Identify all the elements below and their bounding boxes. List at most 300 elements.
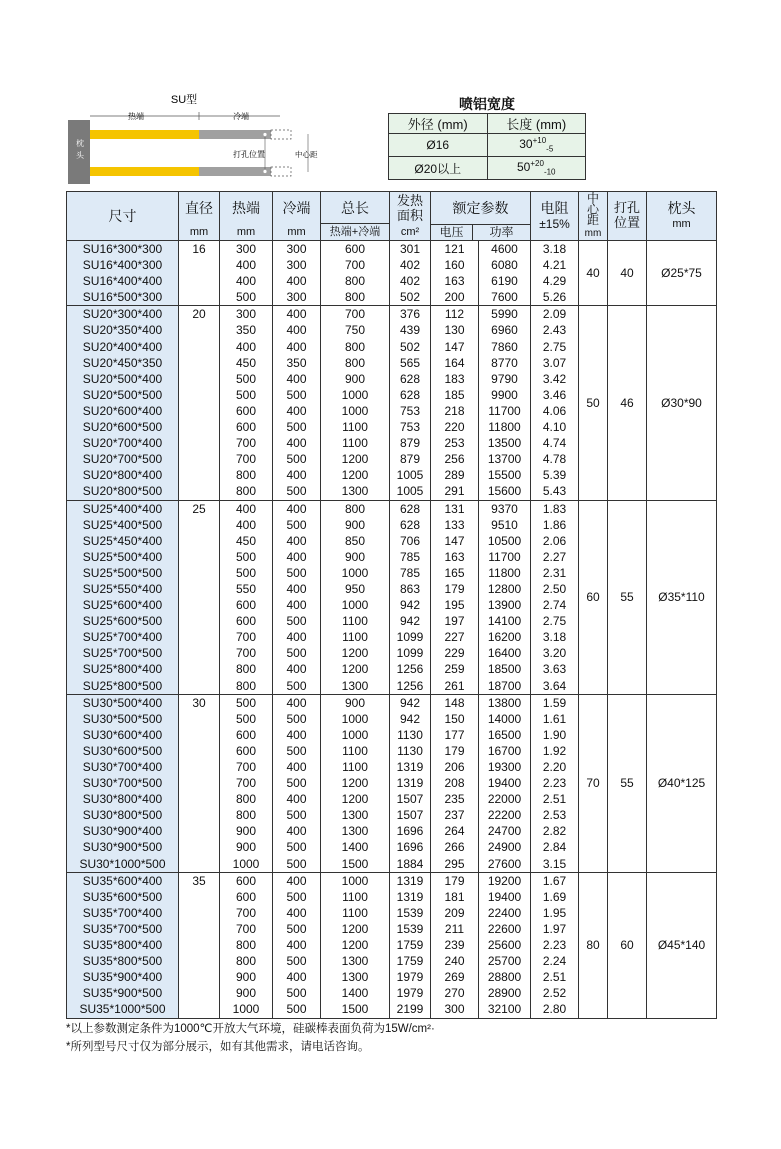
cell-hot: 300 <box>220 306 273 323</box>
cell-cold: 400 <box>273 549 321 565</box>
cell-size: SU30*600*500 <box>67 743 179 759</box>
cell-power: 28800 <box>479 969 531 985</box>
cell-power: 6960 <box>479 322 531 338</box>
cell-res: 5.43 <box>531 483 579 500</box>
cell-size: SU16*500*300 <box>67 289 179 306</box>
cell-size: SU30*600*400 <box>67 727 179 743</box>
cell-hot: 800 <box>220 807 273 823</box>
cell-volt: 295 <box>431 856 479 873</box>
cell-total: 1200 <box>321 921 390 937</box>
cell-cold: 300 <box>273 241 321 258</box>
cell-total: 1300 <box>321 483 390 500</box>
cell-total: 1200 <box>321 467 390 483</box>
cell-head: Ø40*125 <box>647 694 717 872</box>
header-volt: 电压 <box>431 225 473 240</box>
header-total: 总长 热端+冷端 <box>321 192 390 241</box>
cell-cold: 400 <box>273 759 321 775</box>
cell-area: 628 <box>390 387 431 403</box>
hot-end-bar-bottom <box>90 167 199 176</box>
cell-cold: 400 <box>273 937 321 953</box>
cell-cold: 400 <box>273 661 321 677</box>
cell-res: 2.27 <box>531 549 579 565</box>
cell-power: 16700 <box>479 743 531 759</box>
cell-hot: 900 <box>220 985 273 1001</box>
cell-total: 800 <box>321 273 390 289</box>
cell-area: 753 <box>390 419 431 435</box>
cell-area: 2199 <box>390 1001 431 1018</box>
specification-table <box>66 191 717 1019</box>
table-row <box>67 872 717 889</box>
cell-power: 24900 <box>479 839 531 855</box>
cell-res: 2.31 <box>531 565 579 581</box>
cell-res: 1.59 <box>531 694 579 711</box>
cell-area: 1319 <box>390 872 431 889</box>
table-header <box>67 192 717 241</box>
cell-power: 12800 <box>479 581 531 597</box>
cell-total: 1400 <box>321 839 390 855</box>
cell-res: 2.80 <box>531 1001 579 1018</box>
cell-volt: 218 <box>431 403 479 419</box>
cell-volt: 131 <box>431 500 479 517</box>
cell-power: 13900 <box>479 597 531 613</box>
cell-res: 2.84 <box>531 839 579 855</box>
cell-cold: 500 <box>273 645 321 661</box>
cell-power: 9370 <box>479 500 531 517</box>
cell-size: SU25*800*400 <box>67 661 179 677</box>
cell-power: 25600 <box>479 937 531 953</box>
cell-volt: 183 <box>431 371 479 387</box>
cell-hot: 800 <box>220 791 273 807</box>
header-hot: 热端 mm <box>220 192 273 241</box>
cell-volt: 181 <box>431 889 479 905</box>
cell-volt: 270 <box>431 985 479 1001</box>
cell-size: SU35*1000*500 <box>67 1001 179 1018</box>
cell-area: 1759 <box>390 937 431 953</box>
cell-hot: 450 <box>220 355 273 371</box>
cell-power: 22400 <box>479 905 531 921</box>
cell-size: SU20*400*400 <box>67 339 179 355</box>
cell-cold: 400 <box>273 371 321 387</box>
cell-hot: 400 <box>220 339 273 355</box>
cell-power: 6080 <box>479 257 531 273</box>
cell-res: 1.67 <box>531 872 579 889</box>
cell-hot: 500 <box>220 565 273 581</box>
cell-hot: 550 <box>220 581 273 597</box>
cell-size: SU20*700*500 <box>67 451 179 467</box>
cell-total: 1000 <box>321 711 390 727</box>
cell-center: 60 <box>579 500 608 694</box>
cell-size: SU25*450*400 <box>67 533 179 549</box>
cell-dia: 30 <box>179 694 220 872</box>
cell-power: 11800 <box>479 419 531 435</box>
cell-hot: 600 <box>220 403 273 419</box>
cell-power: 28900 <box>479 985 531 1001</box>
cell-size: SU25*500*500 <box>67 565 179 581</box>
cell-power: 14100 <box>479 613 531 629</box>
cell-area: 942 <box>390 613 431 629</box>
header-head: 枕头 mm <box>647 192 717 241</box>
cell-power: 5990 <box>479 306 531 323</box>
cell-hot: 700 <box>220 921 273 937</box>
cell-res: 3.64 <box>531 678 579 695</box>
cell-power: 19400 <box>479 889 531 905</box>
cell-hot: 400 <box>220 257 273 273</box>
cell-volt: 121 <box>431 241 479 258</box>
header-area: 发热面积 cm² <box>390 192 431 241</box>
spray-width-table <box>388 113 586 180</box>
cell-center: 70 <box>579 694 608 872</box>
cell-hole: 55 <box>608 500 647 694</box>
cell-total: 1000 <box>321 565 390 581</box>
cell-hot: 600 <box>220 872 273 889</box>
cell-res: 4.06 <box>531 403 579 419</box>
cell-area: 402 <box>390 257 431 273</box>
cell-res: 2.09 <box>531 306 579 323</box>
cell-total: 750 <box>321 322 390 338</box>
cell-area: 1539 <box>390 921 431 937</box>
header-res: 电阻 ±15% <box>531 192 579 241</box>
svg-text:头: 头 <box>76 151 84 160</box>
cell-total: 1500 <box>321 856 390 873</box>
cell-total: 1400 <box>321 985 390 1001</box>
cell-volt: 112 <box>431 306 479 323</box>
cell-hot: 900 <box>220 839 273 855</box>
cell-power: 13700 <box>479 451 531 467</box>
cell-power: 22200 <box>479 807 531 823</box>
spray-col-len: 长度 (mm) <box>487 114 586 134</box>
cell-hot: 800 <box>220 467 273 483</box>
cell-hot: 800 <box>220 937 273 953</box>
cell-res: 1.90 <box>531 727 579 743</box>
cell-head: Ø25*75 <box>647 241 717 306</box>
note-1: *以上参数测定条件为1000℃开放大气环境，硅碳棒表面负荷为15W/cm²· <box>66 1023 435 1035</box>
cell-total: 1100 <box>321 905 390 921</box>
spray-len: $50^{+20}_{-10}$ <box>487 157 586 180</box>
cell-size: SU25*600*400 <box>67 597 179 613</box>
cell-cold: 400 <box>273 322 321 338</box>
cell-area: 1979 <box>390 985 431 1001</box>
cell-cold: 500 <box>273 613 321 629</box>
cell-size: SU30*800*500 <box>67 807 179 823</box>
cell-size: SU30*900*500 <box>67 839 179 855</box>
cell-hot: 500 <box>220 387 273 403</box>
cell-hot: 500 <box>220 371 273 387</box>
cell-dia: 25 <box>179 500 220 694</box>
cell-hot: 700 <box>220 775 273 791</box>
cell-area: 1979 <box>390 969 431 985</box>
cell-volt: 211 <box>431 921 479 937</box>
cell-power: 11700 <box>479 549 531 565</box>
cell-res: 1.86 <box>531 517 579 533</box>
cell-cold: 500 <box>273 743 321 759</box>
cell-hot: 600 <box>220 613 273 629</box>
table-row <box>67 500 717 517</box>
cold-end-bar-top <box>199 130 271 139</box>
cell-hot: 500 <box>220 549 273 565</box>
cell-size: SU25*800*500 <box>67 678 179 695</box>
cell-dia: 16 <box>179 241 220 306</box>
cell-power: 9900 <box>479 387 531 403</box>
cell-res: 2.43 <box>531 322 579 338</box>
header-center: 中心距 mm <box>579 192 608 241</box>
cell-size: SU35*800*500 <box>67 953 179 969</box>
cell-volt: 291 <box>431 483 479 500</box>
cell-cold: 400 <box>273 905 321 921</box>
cell-volt: 165 <box>431 565 479 581</box>
cell-size: SU16*400*400 <box>67 273 179 289</box>
cell-hot: 500 <box>220 289 273 306</box>
cell-volt: 261 <box>431 678 479 695</box>
cell-power: 27600 <box>479 856 531 873</box>
cell-volt: 227 <box>431 629 479 645</box>
cell-power: 15600 <box>479 483 531 500</box>
cell-area: 402 <box>390 273 431 289</box>
cell-hot: 600 <box>220 743 273 759</box>
cell-res: 1.61 <box>531 711 579 727</box>
cell-volt: 164 <box>431 355 479 371</box>
cell-hot: 800 <box>220 953 273 969</box>
cell-total: 850 <box>321 533 390 549</box>
cell-total: 900 <box>321 517 390 533</box>
cell-cold: 500 <box>273 678 321 695</box>
cell-area: 706 <box>390 533 431 549</box>
cell-power: 18500 <box>479 661 531 677</box>
cell-res: 3.18 <box>531 241 579 258</box>
cell-area: 376 <box>390 306 431 323</box>
cell-size: SU35*700*500 <box>67 921 179 937</box>
cell-volt: 163 <box>431 549 479 565</box>
cell-res: 1.97 <box>531 921 579 937</box>
cell-res: 5.39 <box>531 467 579 483</box>
cell-volt: 177 <box>431 727 479 743</box>
cell-cold: 500 <box>273 856 321 873</box>
header-cold: 冷端 mm <box>273 192 321 241</box>
cell-cold: 400 <box>273 694 321 711</box>
spray-title: 喷铝宽度 <box>459 96 515 112</box>
header-power: 功率 <box>489 225 514 239</box>
cell-res: 1.92 <box>531 743 579 759</box>
cell-power: 32100 <box>479 1001 531 1018</box>
cell-hot: 600 <box>220 419 273 435</box>
cell-hot: 500 <box>220 711 273 727</box>
cell-res: 1.83 <box>531 500 579 517</box>
cell-total: 900 <box>321 694 390 711</box>
cell-cold: 500 <box>273 451 321 467</box>
cell-total: 900 <box>321 371 390 387</box>
cell-total: 1100 <box>321 743 390 759</box>
cell-area: 628 <box>390 500 431 517</box>
cell-total: 1100 <box>321 629 390 645</box>
spray-od: Ø16 <box>389 134 488 157</box>
cell-power: 18700 <box>479 678 531 695</box>
cell-volt: 206 <box>431 759 479 775</box>
cell-size: SU20*800*400 <box>67 467 179 483</box>
cell-res: 3.42 <box>531 371 579 387</box>
cell-area: 439 <box>390 322 431 338</box>
cell-volt: 208 <box>431 775 479 791</box>
cell-res: 3.20 <box>531 645 579 661</box>
cell-power: 10500 <box>479 533 531 549</box>
cell-area: 1319 <box>390 889 431 905</box>
cell-area: 628 <box>390 517 431 533</box>
cell-center: 80 <box>579 872 608 1018</box>
header-dia: 直径 mm <box>179 192 220 241</box>
cell-res: 4.78 <box>531 451 579 467</box>
cell-volt: 264 <box>431 823 479 839</box>
cell-total: 800 <box>321 355 390 371</box>
cell-total: 1000 <box>321 403 390 419</box>
cell-res: 2.50 <box>531 581 579 597</box>
cell-res: 2.53 <box>531 807 579 823</box>
cell-size: SU20*500*400 <box>67 371 179 387</box>
cell-res: 3.15 <box>531 856 579 873</box>
cell-res: 3.46 <box>531 387 579 403</box>
cell-total: 1300 <box>321 807 390 823</box>
cell-cold: 500 <box>273 775 321 791</box>
cell-total: 900 <box>321 549 390 565</box>
hole-position-label: 打孔位置 <box>233 150 265 159</box>
cell-volt: 147 <box>431 533 479 549</box>
cell-power: 13800 <box>479 694 531 711</box>
cell-hot: 400 <box>220 500 273 517</box>
cell-cold: 400 <box>273 969 321 985</box>
su-rod-diagram <box>66 90 328 190</box>
cell-cold: 400 <box>273 435 321 451</box>
cell-hot: 800 <box>220 678 273 695</box>
cell-total: 1200 <box>321 775 390 791</box>
cell-dia: 20 <box>179 306 220 500</box>
cell-area: 879 <box>390 451 431 467</box>
cell-res: 4.10 <box>531 419 579 435</box>
cell-area: 628 <box>390 371 431 387</box>
cell-volt: 179 <box>431 743 479 759</box>
cell-power: 16200 <box>479 629 531 645</box>
cell-power: 11700 <box>479 403 531 419</box>
cell-size: SU30*900*400 <box>67 823 179 839</box>
cell-size: SU25*600*500 <box>67 613 179 629</box>
cell-res: 4.74 <box>531 435 579 451</box>
cell-power: 8770 <box>479 355 531 371</box>
cell-total: 1000 <box>321 597 390 613</box>
cell-cold: 300 <box>273 257 321 273</box>
cell-power: 7860 <box>479 339 531 355</box>
cell-res: 2.24 <box>531 953 579 969</box>
cell-hot: 600 <box>220 597 273 613</box>
cell-res: 4.29 <box>531 273 579 289</box>
cell-res: 2.51 <box>531 791 579 807</box>
cell-cold: 400 <box>273 273 321 289</box>
cell-total: 600 <box>321 241 390 258</box>
cell-size: SU35*600*400 <box>67 872 179 889</box>
cell-size: SU20*800*500 <box>67 483 179 500</box>
cell-res: 1.69 <box>531 889 579 905</box>
cell-cold: 400 <box>273 339 321 355</box>
cell-volt: 240 <box>431 953 479 969</box>
cell-power: 4600 <box>479 241 531 258</box>
cell-cold: 500 <box>273 807 321 823</box>
cell-size: SU30*700*500 <box>67 775 179 791</box>
spray-len: $30^{+10}_{-5}$ <box>487 134 586 157</box>
cell-size: SU30*700*400 <box>67 759 179 775</box>
cell-size: SU35*600*500 <box>67 889 179 905</box>
cell-volt: 195 <box>431 597 479 613</box>
cell-total: 1100 <box>321 759 390 775</box>
cell-volt: 237 <box>431 807 479 823</box>
head-label: 枕 <box>76 139 84 148</box>
cell-size: SU30*500*500 <box>67 711 179 727</box>
table-row <box>67 306 717 323</box>
cell-power: 16400 <box>479 645 531 661</box>
cell-area: 753 <box>390 403 431 419</box>
cell-size: SU25*550*400 <box>67 581 179 597</box>
cell-size: SU25*500*400 <box>67 549 179 565</box>
cell-cold: 400 <box>273 597 321 613</box>
cell-hole: 60 <box>608 872 647 1018</box>
cell-area: 1256 <box>390 661 431 677</box>
cell-cold: 500 <box>273 483 321 500</box>
cell-total: 1000 <box>321 872 390 889</box>
cell-hot: 300 <box>220 241 273 258</box>
cold-end-label: 冷端 <box>233 112 249 121</box>
cell-cold: 500 <box>273 1001 321 1018</box>
cell-total: 1000 <box>321 387 390 403</box>
cell-area: 1130 <box>390 727 431 743</box>
cell-volt: 200 <box>431 289 479 306</box>
cell-power: 22000 <box>479 791 531 807</box>
cell-hot: 350 <box>220 322 273 338</box>
note-2: *所列型号尺寸仅为部分展示，如有其他需求，请电话咨询。 <box>66 1041 370 1053</box>
cell-area: 502 <box>390 339 431 355</box>
cell-size: SU25*700*500 <box>67 645 179 661</box>
cell-size: SU25*700*400 <box>67 629 179 645</box>
cell-area: 942 <box>390 694 431 711</box>
cell-res: 2.75 <box>531 613 579 629</box>
cell-area: 1319 <box>390 775 431 791</box>
cell-area: 1005 <box>390 483 431 500</box>
header-size: 尺寸 <box>67 192 179 241</box>
cell-cold: 400 <box>273 727 321 743</box>
cell-hot: 700 <box>220 435 273 451</box>
cell-cold: 400 <box>273 467 321 483</box>
cell-power: 19400 <box>479 775 531 791</box>
cell-power: 25700 <box>479 953 531 969</box>
spray-col-od: 外径 (mm) <box>389 114 488 134</box>
cell-res: 1.95 <box>531 905 579 921</box>
cell-power: 19300 <box>479 759 531 775</box>
cell-hot: 1000 <box>220 856 273 873</box>
cell-hot: 700 <box>220 645 273 661</box>
cell-hot: 700 <box>220 759 273 775</box>
cell-size: SU16*400*300 <box>67 257 179 273</box>
cell-area: 785 <box>390 565 431 581</box>
hot-end-bar-top <box>90 130 199 139</box>
cell-total: 800 <box>321 339 390 355</box>
cell-area: 1759 <box>390 953 431 969</box>
cell-volt: 197 <box>431 613 479 629</box>
cell-power: 14000 <box>479 711 531 727</box>
cell-total: 1200 <box>321 791 390 807</box>
cell-volt: 160 <box>431 257 479 273</box>
cell-cold: 400 <box>273 629 321 645</box>
cell-volt: 229 <box>431 645 479 661</box>
cell-hole: 46 <box>608 306 647 500</box>
hot-end-label: 热端 <box>128 112 144 121</box>
cell-hot: 400 <box>220 273 273 289</box>
cell-hot: 400 <box>220 517 273 533</box>
cell-center: 40 <box>579 241 608 306</box>
cell-res: 2.74 <box>531 597 579 613</box>
cell-size: SU35*700*400 <box>67 905 179 921</box>
